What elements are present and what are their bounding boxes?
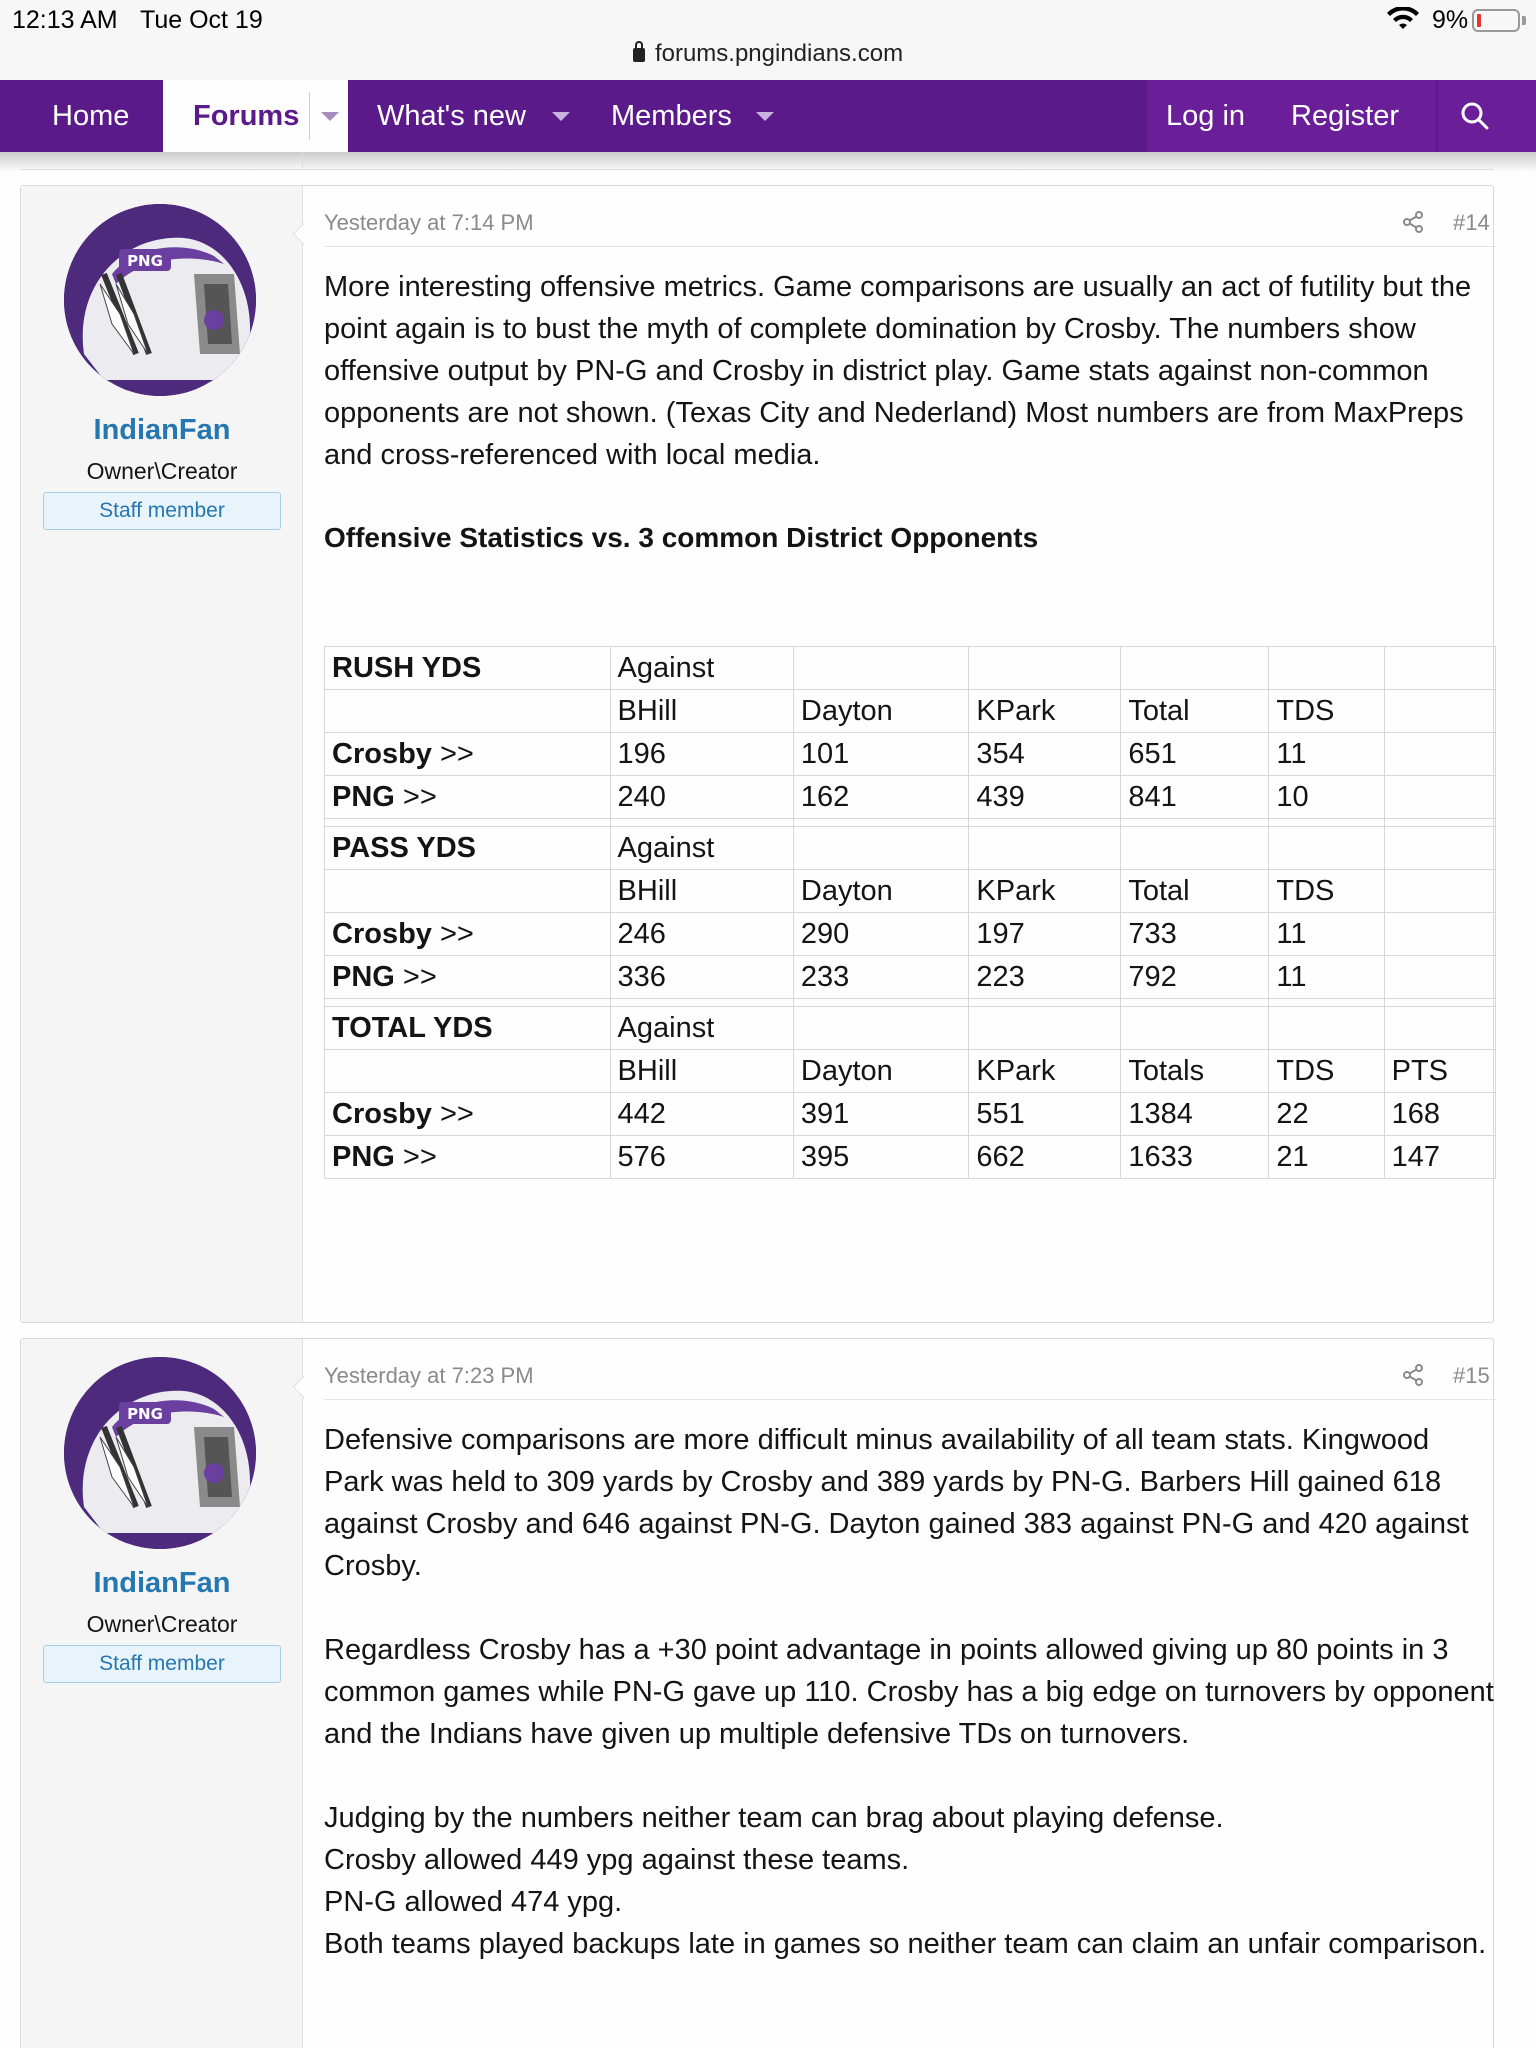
table-cell [1121, 1007, 1269, 1050]
nav-forums[interactable] [163, 80, 348, 153]
username-link[interactable]: IndianFan [93, 414, 231, 446]
post-paragraph: Regardless Crosby has a +30 point advantage in points allowed giving up 80 points in 3 common games while PN-G gave up 110. Crosby has a big edge on turnovers by opponent and the Indians have given up multiple defensive TDs on turnovers. [324, 1634, 1494, 1750]
value-cell [1384, 956, 1495, 999]
column-header: TDS [1269, 1050, 1384, 1093]
table-cell [325, 819, 611, 827]
value-cell: 576 [610, 1136, 793, 1179]
value-cell: 792 [1121, 956, 1269, 999]
table-cell [325, 999, 611, 1007]
value-cell: 22 [1269, 1093, 1384, 1136]
team-name: Crosby [332, 917, 432, 950]
table-cell [969, 999, 1121, 1007]
table-cell [1384, 647, 1495, 690]
post-user-panel [21, 186, 303, 1322]
value-cell: 841 [1121, 776, 1269, 819]
column-header: Dayton [793, 870, 969, 913]
column-header: Totals [1121, 1050, 1269, 1093]
table-row [325, 1136, 1496, 1179]
post-number-link[interactable]: #14 [1453, 210, 1490, 235]
value-cell: 551 [969, 1093, 1121, 1136]
column-header: KPark [969, 690, 1121, 733]
table-cell [325, 690, 611, 733]
value-cell: 733 [1121, 913, 1269, 956]
avatar-logo-text: PNG [127, 252, 163, 270]
post-paragraph: Defensive comparisons are more difficult minus availability of all team stats. Kingwood Park was held to 309 yards by Crosby and 389 yards by PN-G. Barbers Hill gained 618 against Crosby and 646 against PN-G. Dayton gained 383 against PN-G and 420 against Crosby. [324, 1424, 1469, 1582]
table-cell [610, 999, 793, 1007]
value-cell: 168 [1384, 1093, 1495, 1136]
helmet-icon [64, 1357, 256, 1549]
table-cell [1384, 999, 1495, 1007]
team-cell [325, 1136, 611, 1179]
staff-badge: Staff member [43, 492, 281, 530]
register-link[interactable]: Register [1291, 100, 1399, 132]
value-cell [1384, 776, 1495, 819]
value-cell: 290 [793, 913, 969, 956]
post-body [324, 1419, 1496, 1965]
search-icon[interactable] [1461, 102, 1489, 130]
table-cell [1384, 1007, 1495, 1050]
team-arrow: >> [439, 1097, 474, 1130]
column-header: KPark [969, 1050, 1121, 1093]
team-name: Crosby [332, 737, 432, 770]
nav-members[interactable]: Members [611, 100, 732, 132]
value-cell: 11 [1269, 956, 1384, 999]
table-row [325, 956, 1496, 999]
value-cell: 651 [1121, 733, 1269, 776]
table-cell [610, 819, 793, 827]
post [20, 185, 1494, 1323]
value-cell: 147 [1384, 1136, 1495, 1179]
share-icon[interactable] [1401, 210, 1425, 234]
table-cell [1269, 827, 1384, 870]
table-columns-row [325, 690, 1496, 733]
table-cell [793, 819, 969, 827]
post-paragraph: Judging by the numbers neither team can brag about playing defense. [324, 1802, 1224, 1834]
table-spacer-row [325, 999, 1496, 1007]
staff-badge: Staff member [43, 1645, 281, 1683]
value-cell: 336 [610, 956, 793, 999]
table-columns-row [325, 870, 1496, 913]
value-cell: 197 [969, 913, 1121, 956]
column-header: PTS [1384, 1050, 1495, 1093]
value-cell: 10 [1269, 776, 1384, 819]
value-cell: 162 [793, 776, 969, 819]
table-cell [325, 1050, 611, 1093]
value-cell: 21 [1269, 1136, 1384, 1179]
table-heading: Offensive Statistics vs. 3 common District Opponents [324, 522, 1039, 553]
column-header: TDS [1269, 690, 1384, 733]
chevron-down-icon[interactable] [756, 112, 774, 121]
column-header: BHill [610, 870, 793, 913]
table-cell [969, 827, 1121, 870]
value-cell: 246 [610, 913, 793, 956]
column-header: BHill [610, 1050, 793, 1093]
value-cell: 391 [793, 1093, 969, 1136]
table-cell [1121, 999, 1269, 1007]
team-arrow: >> [402, 780, 437, 813]
avatar-logo-text: PNG [127, 1405, 163, 1423]
wifi-icon [1386, 7, 1420, 31]
post [20, 1338, 1494, 2048]
against-label: Against [610, 827, 793, 870]
main-nav [0, 80, 1536, 152]
value-cell: 662 [969, 1136, 1121, 1179]
chevron-down-icon[interactable] [321, 112, 339, 121]
table-cell [793, 827, 969, 870]
table-columns-row [325, 1050, 1496, 1093]
value-cell: 240 [610, 776, 793, 819]
value-cell: 223 [969, 956, 1121, 999]
user-title: Owner\Creator [86, 1611, 238, 1637]
post-line: Both teams played backups late in games so neither team can claim an unfair comparison. [324, 1928, 1487, 1960]
column-header: BHill [610, 690, 793, 733]
value-cell: 11 [1269, 733, 1384, 776]
table-section-header-row [325, 1007, 1496, 1050]
table-cell [969, 819, 1121, 827]
url-text: forums.pngindians.com [654, 40, 904, 67]
table-cell [1384, 819, 1495, 827]
post-line: PN-G allowed 474 ypg. [324, 1886, 623, 1918]
nav-whats-new[interactable]: What's new [377, 100, 526, 132]
helmet-icon [64, 204, 256, 396]
team-cell [325, 1093, 611, 1136]
team-name: Crosby [332, 1097, 432, 1130]
nav-home[interactable]: Home [52, 100, 130, 132]
value-cell [1384, 913, 1495, 956]
avatar[interactable] [64, 204, 256, 396]
team-arrow: >> [439, 917, 474, 950]
value-cell: 439 [969, 776, 1121, 819]
table-cell [1269, 1007, 1384, 1050]
table-cell [1269, 999, 1384, 1007]
against-label: Against [610, 1007, 793, 1050]
table-spacer-row [325, 819, 1496, 827]
team-cell [325, 913, 611, 956]
table-row [325, 776, 1496, 819]
status-date: Tue Oct 19 [140, 6, 263, 34]
table-cell [1269, 819, 1384, 827]
share-icon[interactable] [1401, 1363, 1425, 1387]
value-cell: 442 [610, 1093, 793, 1136]
post-date-link[interactable]: Yesterday at 7:23 PM [324, 1363, 534, 1388]
stats-table [324, 646, 1496, 1179]
table-row [325, 913, 1496, 956]
value-cell: 354 [969, 733, 1121, 776]
table-cell [969, 1007, 1121, 1050]
nav-forums-label: Forums [193, 100, 300, 132]
post-line: Crosby allowed 449 ypg against these teams. [324, 1844, 910, 1876]
value-cell: 11 [1269, 913, 1384, 956]
against-label: Against [610, 647, 793, 690]
battery-icon [1472, 9, 1520, 32]
team-cell [325, 776, 611, 819]
table-row [325, 1093, 1496, 1136]
value-cell: 1384 [1121, 1093, 1269, 1136]
battery-percent: 9% [1432, 6, 1469, 34]
table-section-header-row [325, 647, 1496, 690]
section-title: RUSH YDS [325, 647, 611, 690]
value-cell [1384, 733, 1495, 776]
table-cell [1384, 827, 1495, 870]
team-name: PNG [332, 960, 395, 993]
table-cell [793, 1007, 969, 1050]
column-header: Dayton [793, 1050, 969, 1093]
username-link[interactable]: IndianFan [93, 1567, 231, 1599]
lock-icon [633, 48, 645, 62]
section-title: TOTAL YDS [325, 1007, 611, 1050]
value-cell: 101 [793, 733, 969, 776]
table-cell [1121, 819, 1269, 827]
column-header: TDS [1269, 870, 1384, 913]
team-arrow: >> [439, 737, 474, 770]
team-arrow: >> [402, 960, 437, 993]
team-name: PNG [332, 1140, 395, 1173]
team-cell [325, 956, 611, 999]
team-arrow: >> [402, 1140, 437, 1173]
team-name: PNG [332, 780, 395, 813]
value-cell: 233 [793, 956, 969, 999]
value-cell: 196 [610, 733, 793, 776]
column-header [1384, 870, 1495, 913]
address-bar[interactable] [0, 40, 1536, 68]
post-user-panel [21, 1339, 303, 2048]
value-cell: 1633 [1121, 1136, 1269, 1179]
post-number-link[interactable]: #15 [1453, 1363, 1490, 1388]
value-cell: 395 [793, 1136, 969, 1179]
post-body: More interesting offensive metrics. Game comparisons are usually an act of futility but the point again is to bust the myth of complete domination by Crosby. The numbers show offensive output by PN-G and Crosby in district play. Game stats against non-common opponents are not shown. (Texas City and Nederland) Most numbers are from MaxPreps and cross-referenced with local media. [324, 271, 1472, 471]
table-cell [1121, 647, 1269, 690]
column-header: Dayton [793, 690, 969, 733]
section-title: PASS YDS [325, 827, 611, 870]
column-header: KPark [969, 870, 1121, 913]
table-cell [793, 647, 969, 690]
table-cell [325, 870, 611, 913]
column-header [1384, 690, 1495, 733]
status-bar [0, 0, 1536, 80]
avatar[interactable] [64, 1357, 256, 1549]
post-date-link[interactable]: Yesterday at 7:14 PM [324, 210, 534, 235]
table-section-header-row [325, 827, 1496, 870]
chevron-down-icon[interactable] [552, 112, 570, 121]
table-cell [1121, 827, 1269, 870]
user-title: Owner\Creator [86, 458, 238, 484]
login-link[interactable]: Log in [1166, 100, 1246, 132]
table-row [325, 733, 1496, 776]
column-header: Total [1121, 870, 1269, 913]
column-header: Total [1121, 690, 1269, 733]
table-cell [1269, 647, 1384, 690]
table-cell [793, 999, 969, 1007]
table-cell [969, 647, 1121, 690]
status-time: 12:13 AM [12, 6, 118, 34]
team-cell [325, 733, 611, 776]
